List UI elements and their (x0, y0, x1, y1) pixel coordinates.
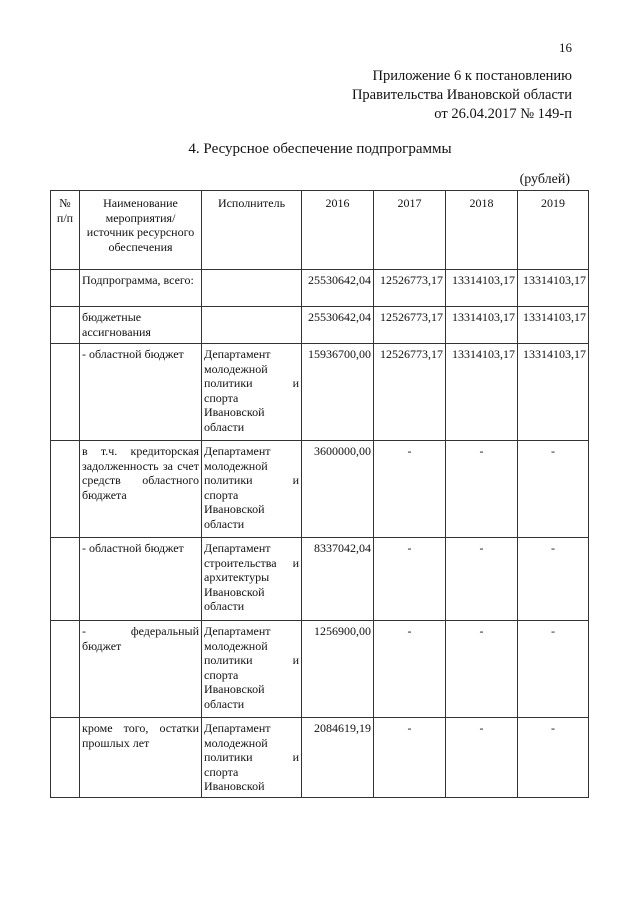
cell-2016: 25530642,04 (302, 270, 374, 307)
table-row (51, 621, 589, 718)
cell-executor: Департамент молодежной политики и спорта Ивановской (202, 718, 302, 798)
cell-executor: Департамент молодежной политики и спорта Ивановской области (202, 441, 302, 538)
cell-2018: - (446, 538, 518, 621)
cell-2018: 13314103,17 (446, 307, 518, 344)
section-title: 4. Ресурсное обеспечение подпрограммы (188, 141, 452, 157)
cell-2016: 2084619,19 (302, 718, 374, 798)
cell-num (51, 621, 80, 718)
cell-2018: - (446, 718, 518, 798)
cell-name: - областной бюджет (80, 538, 202, 621)
cell-executor: Департамент молодежной политики и спорта Ивановской области (202, 621, 302, 718)
table-row (51, 344, 589, 441)
cell-num (51, 441, 80, 538)
header-name: Наименование мероприятия/ источник ресурсного обеспечения (80, 191, 202, 270)
table-row (51, 718, 589, 798)
cell-num (51, 344, 80, 441)
cell-num (51, 270, 80, 307)
table-row (51, 307, 589, 344)
cell-2016: 25530642,04 (302, 307, 374, 344)
cell-2019: - (518, 441, 589, 538)
cell-num (51, 538, 80, 621)
cell-2017: 12526773,17 (374, 270, 446, 307)
cell-executor (202, 307, 302, 344)
table-row (51, 538, 589, 621)
cell-num (51, 718, 80, 798)
cell-2018: 13314103,17 (446, 270, 518, 307)
table-row (51, 441, 589, 538)
header-2017: 2017 (374, 191, 446, 270)
cell-2017: - (374, 718, 446, 798)
table-row (51, 270, 589, 307)
cell-name: кроме того, остатки прошлых лет (80, 718, 202, 798)
table-header-row (51, 191, 589, 270)
resource-table (50, 190, 589, 798)
cell-name: - областной бюджет (80, 344, 202, 441)
unit-note: (рублей) (519, 172, 570, 187)
header-executor: Исполнитель (202, 191, 302, 270)
cell-2017: - (374, 538, 446, 621)
cell-2019: 13314103,17 (518, 344, 589, 441)
cell-name: бюджетные ассигнования (80, 307, 202, 344)
cell-2018: - (446, 621, 518, 718)
appendix-line-1: Приложение 6 к постановлению (372, 68, 572, 84)
page-number: 16 (559, 40, 572, 55)
header-2018: 2018 (446, 191, 518, 270)
cell-2019: 13314103,17 (518, 307, 589, 344)
cell-2017: 12526773,17 (374, 307, 446, 344)
header-2019: 2019 (518, 191, 589, 270)
cell-executor: Департамент молодежной политики и спорта Ивановской области (202, 344, 302, 441)
header-2016: 2016 (302, 191, 374, 270)
appendix-line-3: от 26.04.2017 № 149-п (434, 106, 572, 122)
cell-2016: 1256900,00 (302, 621, 374, 718)
cell-2017: - (374, 621, 446, 718)
header-num: № п/п (51, 191, 80, 270)
cell-2019: 13314103,17 (518, 270, 589, 307)
cell-2018: 13314103,17 (446, 344, 518, 441)
appendix-reference (272, 67, 572, 124)
cell-name: - федеральный бюджет (80, 621, 202, 718)
cell-2018: - (446, 441, 518, 538)
appendix-line-2: Правительства Ивановской области (351, 87, 572, 103)
cell-executor: Департамент строительства и архитектуры Ивановской области (202, 538, 302, 621)
cell-2017: - (374, 441, 446, 538)
cell-executor (202, 270, 302, 307)
cell-2016: 15936700,00 (302, 344, 374, 441)
cell-num (51, 307, 80, 344)
cell-2019: - (518, 718, 589, 798)
cell-name: Подпрограмма, всего: (80, 270, 202, 307)
cell-2016: 8337042,04 (302, 538, 374, 621)
cell-name: в т.ч. кредиторская задолженность за счет средств областного бюджета (80, 441, 202, 538)
cell-2019: - (518, 538, 589, 621)
cell-2017: 12526773,17 (374, 344, 446, 441)
cell-2019: - (518, 621, 589, 718)
cell-2016: 3600000,00 (302, 441, 374, 538)
